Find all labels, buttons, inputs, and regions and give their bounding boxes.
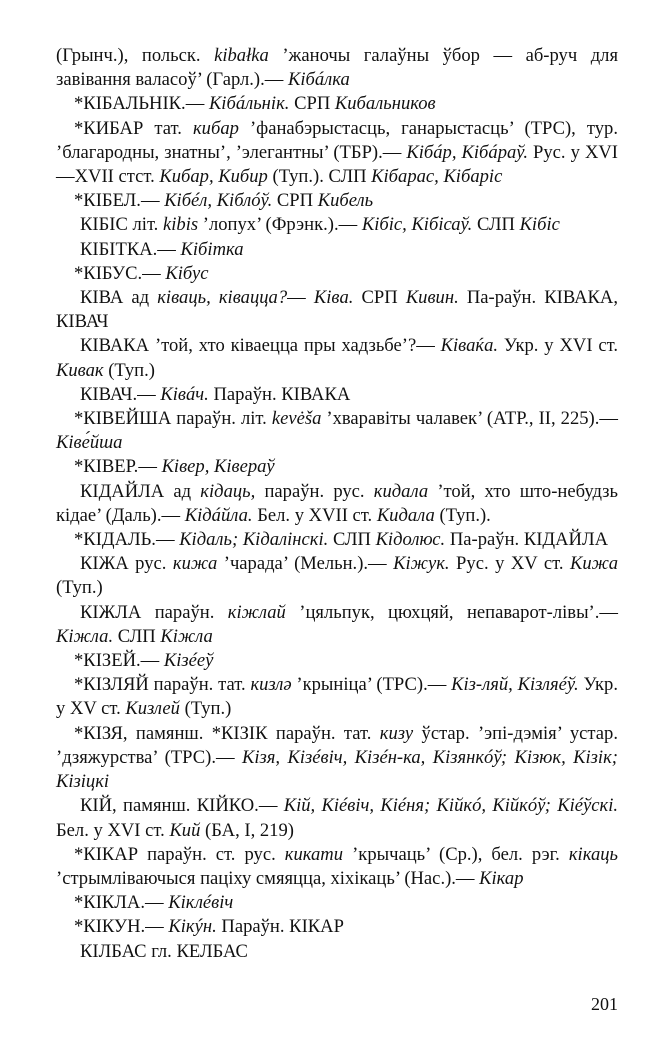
entry-italic-text: кікаць: [568, 843, 618, 865]
dictionary-entry: [56, 480, 618, 528]
entry-text: —: [287, 287, 314, 309]
dictionary-entry: [56, 238, 618, 262]
entry-text: ’жаночы галаўны ўбор — аб-руч для завівання валасоў’ (Гарл.).—: [56, 45, 619, 91]
dictionary-entry: [56, 334, 618, 382]
entry-text: (БА, I, 219): [200, 819, 294, 841]
entry-text: Бел. у XVI ст.: [56, 819, 170, 841]
entry-text: КІВАКА ’той, хто ківаецца пры хадзьбе’?—: [80, 335, 441, 357]
entry-italic-text: ківаць, ківаццa?: [157, 287, 288, 309]
entry-italic-text: Кибель: [317, 190, 374, 212]
entry-text: *КІБЕЛ.—: [74, 190, 165, 212]
entry-text: Параўн. КІКАР: [216, 916, 344, 938]
dictionary-entry: [56, 940, 618, 964]
page-number: 201: [591, 994, 618, 1014]
entry-text: ’цяльпук, цюхцяй, непаварот-лівы’.—: [285, 601, 618, 623]
entry-italic-text: Кижа: [570, 553, 618, 575]
entry-text: КІДАЙЛА ад: [80, 480, 201, 502]
entry-italic-text: Ківаќа.: [440, 335, 499, 357]
dictionary-entry: [56, 891, 618, 915]
entry-text: КІВАЧ.—: [80, 383, 161, 405]
entry-italic-text: Кібéл, Кіблóў.: [164, 190, 273, 212]
entry-italic-text: Кібіс, Кібісаў.: [361, 214, 473, 236]
entry-text: параўн. рус.: [255, 480, 374, 502]
entry-text: Па-раўн. КІДАЙЛА: [445, 529, 609, 551]
entry-italic-text: Кізя, Кізéвіч, Кізéн-ка, Кізянкóў; Кізюк, Кізік; Кізіцкі: [56, 746, 618, 793]
entry-text: КІЖА рус.: [80, 553, 173, 575]
entry-text: *КІВЕР.—: [74, 456, 162, 478]
entry-italic-text: Кібус: [165, 262, 209, 284]
entry-text: ’фанабэрыстасць, ганарыстасць’ (ТРС), тур. ’благародны, знатны’, ’элегантны’ (ТБР).—: [56, 117, 619, 163]
entry-text: СЛП: [472, 214, 520, 236]
entry-text: *КІВЕЙША параўн. літ.: [74, 408, 272, 430]
entry-text: СРП: [272, 190, 318, 212]
entry-italic-text: Кій, Кіéвіч, Кіéня; Кійкó, Кійкóў; Кіéўскі.: [283, 795, 619, 817]
entry-text: *КІЗЛЯЙ параўн. тат.: [74, 674, 251, 696]
dictionary-entry: [56, 383, 618, 407]
dictionary-entry: [56, 843, 618, 891]
entry-italic-text: кибар: [192, 117, 239, 139]
entry-italic-text: Кідаль; Кідалінскі.: [179, 529, 329, 551]
entry-italic-text: Кідолюс.: [375, 529, 446, 551]
entry-text: КІЛБАС гл. КЕЛБАС: [80, 940, 248, 962]
entry-text: (Туп.): [179, 698, 232, 720]
entry-italic-text: Кібáлка: [288, 69, 350, 91]
dictionary-page-body: [56, 44, 618, 964]
entry-italic-text: Кібіс: [519, 214, 560, 236]
entry-text: ’чарада’ (Мельн.).—: [217, 553, 394, 575]
dictionary-entry: [56, 673, 618, 721]
entry-text: СРП: [289, 93, 335, 115]
entry-text: СЛП: [328, 529, 376, 551]
entry-text: ’той, хто што-небудзь кідае’ (Даль).—: [56, 480, 618, 526]
entry-text: ’крычаць’ (Ср.), бел. рэг.: [343, 843, 569, 865]
entry-text: Па-раўн. КІВАКА, КІВАЧ: [56, 287, 619, 333]
entry-italic-text: кидала: [373, 480, 429, 502]
entry-text: *КІДАЛЬ.—: [74, 529, 180, 551]
entry-italic-text: Кий: [169, 819, 201, 841]
entry-text: Параўн. КІВАКА: [208, 383, 351, 405]
entry-italic-text: Ківе́йша: [56, 432, 123, 454]
entry-text: (Грынч.), польск.: [56, 45, 215, 66]
dictionary-entry: [56, 213, 618, 237]
entry-text: *КИБАР тат.: [74, 117, 193, 139]
entry-italic-text: Ківa.: [313, 287, 354, 309]
entry-text: ’крыніца’ (ТРС).—: [291, 674, 452, 696]
dictionary-entry: [56, 286, 618, 334]
entry-italic-text: Кибальников: [334, 93, 436, 115]
entry-italic-text: Кивак: [56, 359, 104, 381]
dictionary-entry: [56, 601, 618, 649]
entry-italic-text: Кивин.: [405, 287, 459, 309]
entry-text: ’стрымліваючыся паціху смяяцца, хіхікаць’ (Нас.).—: [56, 867, 480, 889]
entry-text: (Туп.). СЛП: [267, 166, 372, 188]
entry-italic-text: кижа: [172, 553, 218, 575]
dictionary-entry: [56, 44, 618, 92]
entry-italic-text: kevėša: [271, 408, 322, 430]
entry-italic-text: Кібáр, Кібáрaў.: [406, 141, 529, 163]
entry-text: Рус. у XV ст.: [449, 553, 570, 575]
entry-text: СЛП: [113, 625, 161, 647]
entry-text: *КІКЛА.—: [74, 892, 169, 914]
entry-italic-text: Кизлей: [125, 698, 180, 720]
entry-text: КІБІС літ.: [80, 214, 163, 236]
entry-italic-text: Кікар: [479, 867, 524, 889]
entry-text: КІБІТКА.—: [80, 238, 181, 260]
entry-italic-text: Кікýн.: [168, 916, 217, 938]
entry-text: *КІЗЕЙ.—: [74, 650, 164, 672]
entry-text: КІЙ, памянш. КІЙКО.—: [80, 795, 284, 817]
entry-text: КІВА ад: [80, 287, 158, 309]
dictionary-entry: [56, 528, 618, 552]
entry-italic-text: Кіз-ляй, Кізляéў.: [451, 674, 579, 696]
entry-italic-text: кідаць,: [200, 480, 256, 502]
dictionary-entry: [56, 722, 618, 795]
entry-text: *КІБАЛЬНІК.—: [74, 93, 209, 115]
entry-italic-text: кіжлай: [227, 601, 286, 623]
entry-text: ’лопух’ (Фрэнк.).—: [198, 214, 362, 236]
entry-text: КІЖЛА параўн.: [80, 601, 228, 623]
dictionary-entry: [56, 455, 618, 479]
entry-text: ’хваравіты чалавек’ (АТР., II, 225).—: [321, 408, 618, 430]
dictionary-entry: [56, 92, 618, 116]
entry-italic-text: kibis: [162, 214, 199, 236]
entry-italic-text: кизлə: [250, 674, 292, 696]
entry-italic-text: Кибар, Кибир: [159, 166, 268, 188]
entry-italic-text: кикати: [284, 843, 344, 865]
entry-text: *КІКУН.—: [74, 916, 169, 938]
entry-italic-text: Кідáйла.: [184, 504, 253, 526]
entry-italic-text: Ківáч.: [160, 383, 209, 405]
entry-italic-text: Кібарас, Кібаріс: [371, 166, 503, 188]
entry-italic-text: Кіжла: [160, 625, 213, 647]
entry-text: *КІКАР параўн. ст. рус.: [74, 843, 285, 865]
entry-italic-text: Кіжла.: [56, 625, 114, 647]
entry-italic-text: Ківер, Ківерaў: [161, 456, 275, 478]
entry-text: Рус. у XVI—XVII стст.: [56, 141, 618, 188]
entry-italic-text: kibałka: [214, 45, 269, 66]
dictionary-entry: [56, 794, 618, 842]
entry-italic-text: Кізéeў: [163, 650, 214, 672]
entry-text: СРП: [353, 287, 406, 309]
entry-italic-text: Кібáльнік.: [208, 93, 290, 115]
dictionary-entry: [56, 189, 618, 213]
entry-italic-text: Кіжук.: [393, 553, 450, 575]
entry-text: *КІБУС.—: [74, 262, 166, 284]
entry-italic-text: Кіклéвіч: [168, 892, 234, 914]
entry-text: (Туп.): [56, 577, 103, 599]
entry-text: Бел. у XVII ст.: [252, 504, 377, 526]
dictionary-entry: [56, 262, 618, 286]
dictionary-entry: [56, 407, 618, 455]
dictionary-entry: [56, 552, 618, 600]
entry-text: *КІЗЯ, памянш. *КІЗІК параўн. тат.: [74, 722, 380, 744]
entry-text: (Туп.).: [434, 504, 491, 526]
entry-text: Укр. у XVI ст.: [498, 335, 618, 357]
dictionary-entry: [56, 915, 618, 939]
entry-text: (Туп.): [103, 359, 155, 381]
entry-italic-text: Кидала: [376, 504, 435, 526]
entry-italic-text: кизу: [379, 722, 414, 744]
dictionary-entry: [56, 117, 618, 190]
dictionary-entry: [56, 649, 618, 673]
entry-italic-text: Кібітка: [180, 238, 244, 260]
entry-text: Укр. у XV ст.: [56, 674, 618, 720]
entry-text: ўстар. ’эпі-дэмія’ устар. ’дзяжурства’ (ТРС).—: [56, 722, 618, 768]
